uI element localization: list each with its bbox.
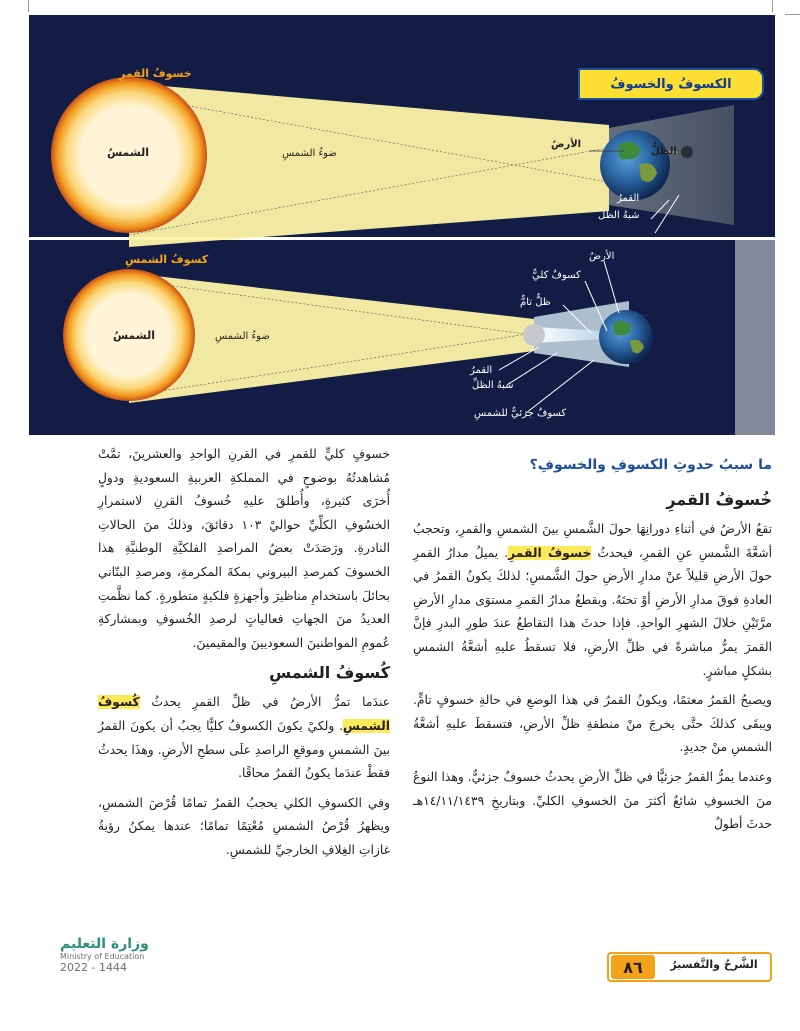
ministry-logo (60, 936, 200, 974)
lunar-eclipse-title: خسوفُ القمرِ (119, 67, 192, 80)
paragraph: وفي الكسوفِ الكلي يحجبُ القمرُ تمامًا قُرْصَ الشمسِ، ويظهرُ قُرْصُ الشمسِ مُعْتِمًا تمامًا؛ عندها يمكنُ رؤيةُ غازاتِ الغِلافِ الخارجيِّ للشمسِ. (98, 795, 390, 857)
footer-section: الشَّرحُ والتَّفسيرُ (670, 958, 758, 971)
page-number: ٨٦ (611, 955, 655, 979)
highlight-term: كُسوفُ الشمسِ (98, 695, 390, 733)
moon-icon (523, 324, 545, 346)
total-eclipse-label: كسوفٌ كليٌّ (532, 270, 581, 281)
sun-label: الشمسُ (113, 329, 156, 342)
crop-mark (28, 0, 29, 12)
paragraph: ويصبحُ القمرُ معتمًا، ويكونُ القمرُ في هذا الوضعِ في حالةِ خسوفٍ تامٍّ. ويبقَى كذلكَ حتَّى يخرجَ منْ منطقةِ ظلِّ الأرضِ، فتسقطَ عليهِ أشعَّةُ الشمسِ منْ جديدٍ. (413, 693, 772, 755)
solar-eclipse-title: كسوفُ الشمسِ (125, 253, 209, 266)
crop-mark (772, 0, 773, 12)
ministry-name-ar: وزارة التعليم (60, 936, 149, 952)
earth-label: الأرضُ (551, 139, 582, 150)
sunlight-label: ضوءُ الشمسِ (282, 148, 337, 159)
highlight-term: خسوفُ القمرِ (508, 545, 592, 560)
sunlight-label: ضوءُ الشمسِ (215, 331, 270, 342)
right-column (413, 452, 772, 843)
question-heading: ما سببُ حدوثِ الكسوفِ والخسوفِ؟ (529, 457, 772, 473)
left-column (98, 443, 390, 869)
penumbra-label: شبهُ الظلِّ (472, 380, 514, 391)
paragraph: تقعُ الأرضُ في أثناءِ دورانِهَا حولَ الشَّمسِ بينَ الشمسِ والقمرِ، وتحجبُ أشعَّةَ الشَّمسِ عنِ القمرِ، فيحدثُ خسوفُ القمرِ. يميلُ مدارُ القمرِ حولَ الأرضِ قليلاً عنْ مدارِ الأرضِ حولَ الشَّمسِ؛ لذلكَ يكونُ القمرُ في العادةِ فوقَ مدارِ الأرضِ أوْ تحتَهُ. ويقطعُ مدارُ القمرِ مستوَى مدارِ الأرضِ مرَّتَيْنِ خلالَ الشهرِ الواحدِ. فإذا حدثَ هذا التقاطعُ عندَ طورِ البدرِ فإنَّ القمرَ يمرُّ مباشرةً في ظلِّ الأرضِ، فلا تسقطُ عليهِ أشعَّةُ الشمسِ بشكلٍ مباشرٍ. (413, 522, 772, 678)
paragraph: وعندما يمرُّ القمرُ جزئيًّا في ظلِّ الأرضِ يحدثُ خسوفٌ جزئيٌّ. وهذا النوعُ منَ الخسوفِ شائعٌ أكثرَ منَ الخسوفِ الكليِّ. وبتاريخِ ١٤/١١/١٤٣٩هـ حدثَ أطولُ (413, 769, 772, 832)
umbra-label: ظلٌّ تامٌّ (520, 297, 551, 308)
edition-year: 2022 - 1444 (60, 961, 127, 974)
shadow-label: الظلُّ (651, 146, 677, 157)
sun-label: الشمسُ (107, 146, 150, 159)
crop-mark (785, 14, 800, 15)
lunar-eclipse-heading: خُسوفُ القمرِ (666, 490, 772, 509)
paragraph: خسوفٍ كليٍّ للقمرِ في القرنِ الواحدِ والعشرينَ، تمَّتْ مُشاهدتُهُ بوضوحٍ في المملكةِ العربيةِ السعوديةِ ودولٍ أُخرَى كثيرةٍ، وأُطلقَ عليهِ خُسوفُ القرنِ لاستمرارِ الخسُوفِ الكلِّيِّ حواليْ ١٠٣ دقائقَ، وذلكَ منَ الحالاتِ النادرةِ. ورَصَدَتْ بعضُ المراصدِ الفلكيَّةِ الوطنيَّةِ هذا الخسوفَ كمرصدِ البيروني بمكةَ المكرمةِ، ومرصدِ البتّاني بحائلَ باستخدامِ مناظيرَ وأجهزةٍ فلكيةٍ متطورةٍ. كما نظَّمتِ العديدُ منَ الجهاتِ فعالياتٍ لرصدِ الخُسوفِ وبمشاركةِ عُمومِ المواطنينَ السعوديينَ والمقيمينَ. (98, 447, 390, 650)
section-badge: الكسوفُ والخسوفُ (578, 68, 764, 100)
moon-icon (681, 146, 693, 158)
penumbra-label: شبهُ الظلِّ (598, 210, 640, 221)
earth-icon (599, 310, 653, 364)
solar-eclipse-heading: كُسوفُ الشمسِ (269, 663, 390, 683)
paragraph: عندَما تمرُّ الأرضُ في ظلِّ القمرِ يحدثُ كُسوفُ الشمسِ. ولكيْ يكونَ الكسوفُ كليًّا يجبُ أن يكونَ القمرُ بينَ الشمسِ وموقعِ الراصدِ علَى سطحِ الأرضِ. وهذَا يحدثُ فقطْ عندَما يكونُ القمرُ محاقًا. (98, 695, 390, 781)
partial-eclipse-label: كسوفٌ جزئيٌّ للشمسِ (474, 408, 567, 419)
ministry-name-en: Ministry of Education (60, 952, 145, 961)
lunar-eclipse-diagram (51, 77, 734, 247)
solar-eclipse-diagram (63, 240, 775, 435)
earth-label: الأرضُ (589, 251, 615, 262)
moon-label: القمرُ (470, 365, 493, 376)
earth-icon (600, 130, 670, 200)
moon-label: القمرُ (617, 193, 640, 204)
